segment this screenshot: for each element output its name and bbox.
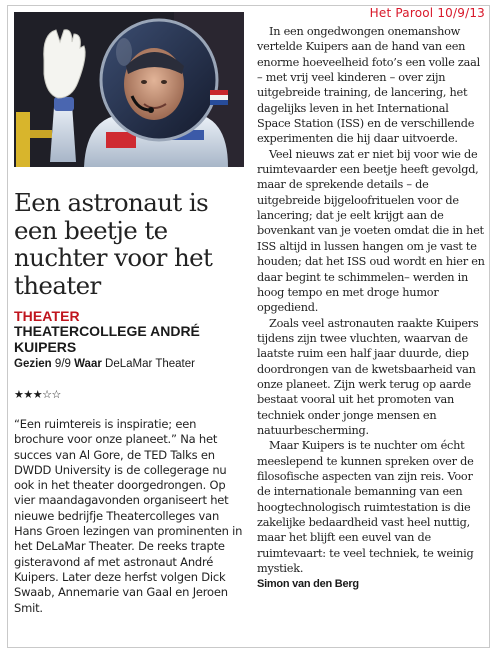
where-value: DeLaMar Theater: [105, 358, 195, 370]
body-paragraph: Veel nieuws zat er niet bij voor wie de ruimtevaarder een beetje heeft gevolgd, maar de sprekende details – de uitgebreide bijgeloofrituelen voor de lancering; dat je eelt krijgt aan de bovenkant van je voeten omdat die in het ISS altijd in lussen hangen om je vast te houden; dat het ISS oud wordt en hier en daar begint te schimmelen– werden in hoog tempo en met droge humor opgediend.: [257, 147, 485, 315]
body-paragraph: In een ongedwongen onemanshow vertelde Kuipers aan de hand van een enorme hoeveelheid foto’s een volle zaal – met vrij veel kinderen – over zijn uitgebreide training, de lancering, het dagelijks leven in het International Space Station (ISS) en de verschillende experimenten die hij daar uitvoerde.: [257, 25, 480, 146]
body-paragraph: Maar Kuipers is te nuchter om écht meeslepend te kunnen spreken over de filosofische aspecten van zijn reis. Voor de internationale bemanning van een hoogtechnologisch ruimtestation is die zakelijke bedaardheid vast heel nuttig, maar het blijft een euvel van de ruimtevaart: te veel techniek, te weinig mystiek.: [257, 439, 474, 576]
performance-meta: [14, 358, 244, 370]
headline: Een astronaut is een beetje te nuchter voor het theater: [14, 188, 213, 300]
seen-value: 9/9: [54, 358, 71, 370]
source-label: Het Parool 10/9/13: [369, 6, 485, 20]
astronaut-photo-illustration: [14, 12, 244, 167]
intro-paragraph: [14, 417, 246, 616]
section-label: THEATER: [14, 308, 80, 324]
intro-text: “Een ruimtereis is inspiratie; een brochure voor onze planeet.” Na het succes van Al Gore, de TED Talks en DWDD University is de collegerage nu ook in het theater doorgedrongen. Op vier maandagavonden organiseert het nieuwe bedrijfje Theatercolleges van Hans Groen lezingen van prominenten in het DeLaMar Theater. De reeks trapte gisteravond af met astronaut André Kuipers. Later deze herfst volgen Dick Swaab, Annemarie van Gaal en Jeroen Smit.: [14, 417, 243, 615]
where-label: Waar: [74, 358, 102, 370]
star-rating: ★★★☆☆: [14, 388, 61, 401]
subtitle: THEATERCOLLEGE ANDRÉ KUIPERS: [14, 323, 200, 355]
astronaut-photo: [14, 12, 244, 167]
seen-label: Gezien: [14, 358, 52, 370]
right-column: [257, 24, 485, 593]
left-column: [14, 12, 244, 616]
body-paragraph: Zoals veel astronauten raakte Kuipers tijdens zijn twee vluchten, waarvan de laatste ruim een half jaar duurde, diep doordrongen van de kwetsbaarheid van onze planeet. Zijn werk terug op aarde bestaat vooral uit het promoten van techniek onder jonge mensen en natuurbescherming.: [257, 316, 479, 437]
byline: Simon van den Berg: [257, 578, 359, 591]
